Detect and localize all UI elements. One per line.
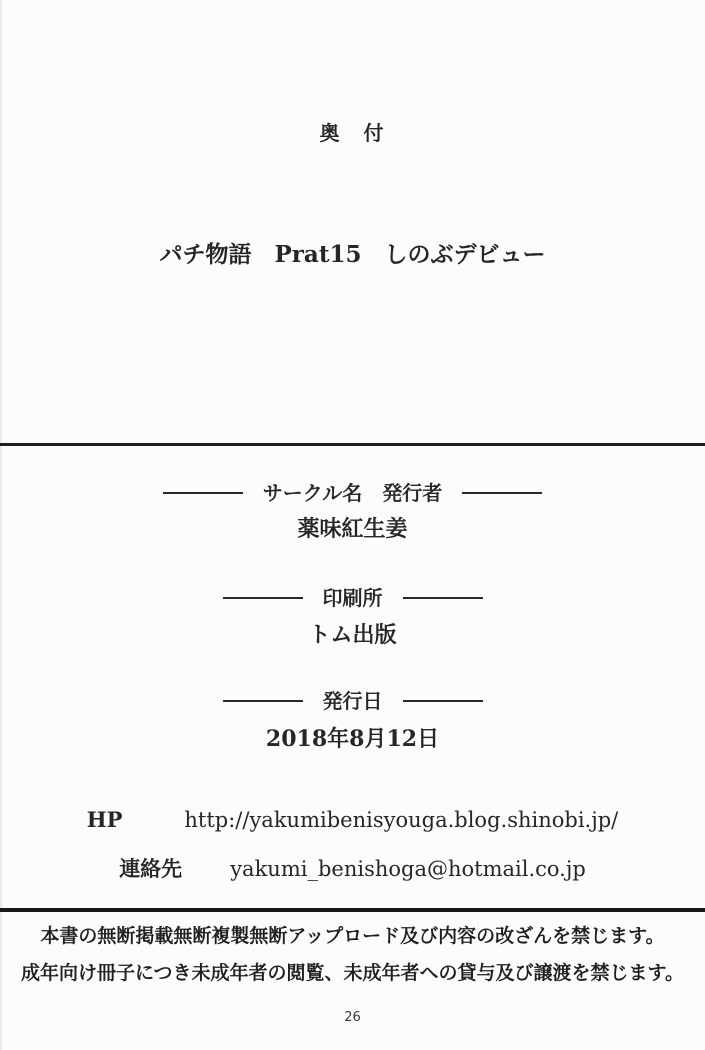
contact-label: 連絡先 <box>119 856 183 881</box>
hp-label: HP <box>86 807 123 832</box>
hp-row <box>0 809 705 831</box>
heading-rule-right <box>403 700 483 702</box>
circle-heading-label: サークル名 発行者 <box>262 481 443 505</box>
circle-name: 薬味紅生姜 <box>297 516 408 542</box>
notice-line-1: 本書の無断掲載無断複製無断アップロード及び内容の改ざんを禁じます。 <box>40 925 665 947</box>
printer-heading-label: 印刷所 <box>322 586 383 610</box>
page-number: 26 <box>344 1010 361 1025</box>
printer-name: トム出版 <box>308 622 397 648</box>
contact-email: yakumi_benishoga@hotmail.co.jp <box>230 857 586 881</box>
circle-section-heading <box>0 483 705 503</box>
heading-rule-right <box>462 492 542 494</box>
hp-url: http://yakumibenisyouga.blog.shinobi.jp/ <box>184 808 619 832</box>
colophon-title: 奥 付 <box>319 121 386 145</box>
book-title: パチ物語 Prat15 しのぶデビュー <box>159 241 546 268</box>
notice-line-2: 成年向け冊子につき未成年者の閲覧、未成年者への貸与及び譲渡を禁じます。 <box>20 962 685 984</box>
publish-date: 2018年8月12日 <box>265 726 440 752</box>
heading-rule-left <box>163 492 243 494</box>
section-divider-rule <box>0 443 705 446</box>
heading-rule-left <box>223 700 303 702</box>
contact-row <box>0 858 705 880</box>
publish-date-heading-label: 発行日 <box>322 689 383 713</box>
publish-date-section-heading <box>0 691 705 711</box>
printer-section-heading <box>0 588 705 608</box>
notice-divider-rule <box>0 908 705 912</box>
heading-rule-right <box>403 597 483 599</box>
heading-rule-left <box>223 597 303 599</box>
